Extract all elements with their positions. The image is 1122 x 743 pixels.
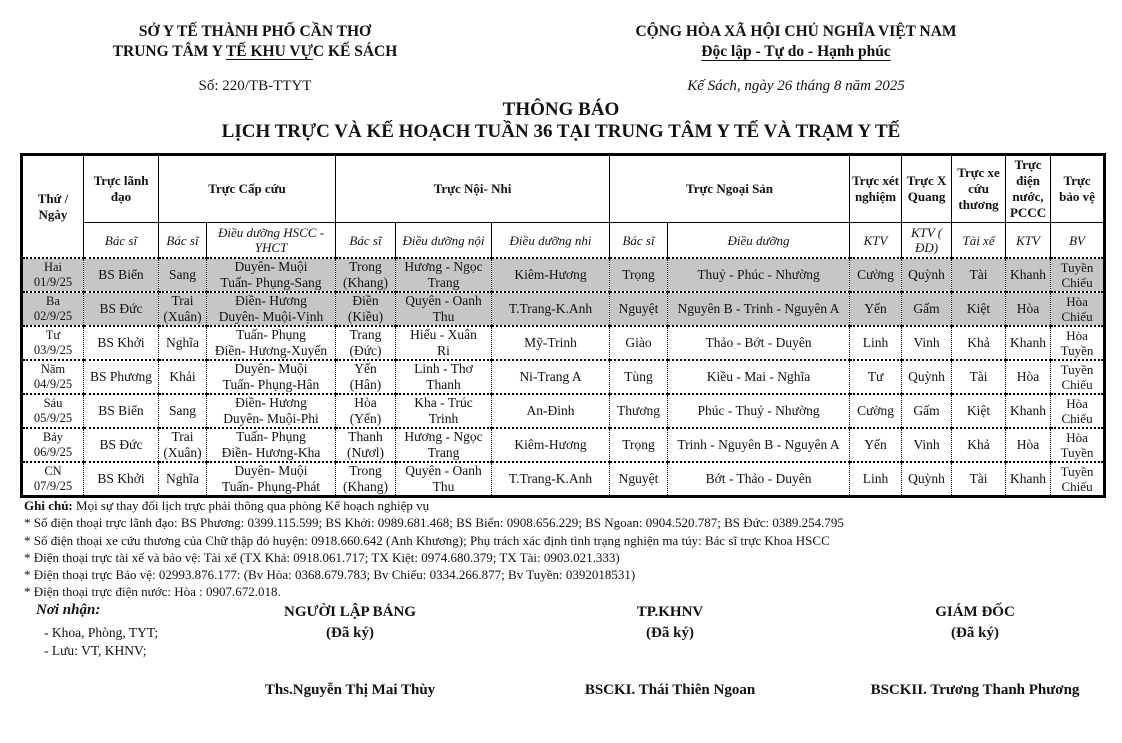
guard-line: Chiếu (1061, 275, 1093, 290)
subheader-guard: BV (1051, 223, 1105, 259)
cell-xray: Gấm (902, 394, 952, 428)
cell-leader: BS Biển (84, 394, 159, 428)
internal-doctor-line: (Khang) (343, 275, 388, 290)
day-name: Năm (40, 362, 66, 376)
cell-leader: BS Khởi (84, 462, 159, 497)
er-nurse-line: Điền- Hương (235, 293, 307, 308)
subheader-lab-tech: KTV (850, 223, 902, 259)
cell-xray: Quỳnh (902, 360, 952, 394)
day-name: Ba (46, 294, 60, 308)
cell-utilities: Hòa (1006, 428, 1051, 462)
note-utilities-phone: * Điện thoại trực điện nước: Hòa : 0907.672.018. (24, 584, 281, 600)
guard-line: Tuyền (1060, 362, 1094, 377)
cell-day (22, 394, 84, 428)
internal-nurse-line: Linh - Thơ (414, 361, 473, 376)
center-name-part: TRUNG TÂM Y (112, 43, 226, 60)
cell-driver: Khả (952, 428, 1006, 462)
cell-lab: Linh (850, 326, 902, 360)
cell-utilities: Hòa (1006, 292, 1051, 326)
cell-utilities: Hòa (1006, 360, 1051, 394)
internal-nurse-line: Hiếu - Xuân (410, 327, 477, 342)
cell-xray: Vinh (902, 326, 952, 360)
guard-line: Hòa (1066, 294, 1088, 309)
cell-day (22, 258, 84, 292)
er-nurse-line: Duyên- Muội (234, 259, 308, 274)
cell-guard (1051, 428, 1105, 462)
internal-nurse-line: Trang (427, 275, 460, 290)
cell-day (22, 326, 84, 360)
cell-day (22, 428, 84, 462)
table-subheader-row (22, 223, 1105, 259)
er-nurse-line: Duyên- Muội (234, 463, 308, 478)
internal-nurse-line: Trang (427, 445, 460, 460)
cell-guard (1051, 394, 1105, 428)
cell-internal-doctor (336, 394, 396, 428)
col-header-day: Thứ / Ngày (22, 155, 84, 259)
cell-day (22, 292, 84, 326)
table-row (22, 428, 1105, 462)
cell-utilities: Khanh (1006, 258, 1051, 292)
note-main (24, 497, 844, 514)
note-guard-phones: * Điện thoại trực Bảo vệ: 02993.876.177: (Bv Hòa: 0368.679.783; Bv Chiếu: 0334.266.877; Bv Tuyền: 0392018531) (24, 567, 636, 583)
cell-surgery-nurse: Kiều - Mai - Nghĩa (668, 360, 850, 394)
cell-er-doctor: Khải (159, 360, 207, 394)
cell-surgery-doctor: Thương (610, 394, 668, 428)
day-name: Hai (43, 260, 63, 274)
cell-day (22, 360, 84, 394)
cell-internal-nurse (396, 326, 492, 360)
cell-pediatric-nurse: T.Trang-K.Anh (492, 292, 610, 326)
cell-lab: Yến (850, 428, 902, 462)
guard-line: Tuyền (1060, 260, 1094, 275)
cell-er-doctor: Sang (159, 258, 207, 292)
note-ambulance-phones: * Số điện thoại xe cứu thương của Chữ thập đỏ huyện: 0918.660.642 (Anh Khương); Phụ trách xác định tình trạng nghiện ma túy: Bác sĩ trực Khoa HSCC (24, 532, 830, 548)
internal-doctor-line: (Đức) (349, 343, 382, 358)
cell-er-nurse (207, 394, 336, 428)
cell-guard (1051, 292, 1105, 326)
guard-line: Tuyền (1060, 343, 1094, 358)
internal-doctor-line: Trong (349, 463, 382, 478)
internal-doctor-line: (Hân) (349, 377, 382, 392)
cell-utilities: Khanh (1006, 394, 1051, 428)
er-nurse-line: Tuấn- Phụng-Phát (221, 479, 321, 494)
cell-lab: Linh (850, 462, 902, 497)
internal-nurse-line: Hương - Ngọc (404, 259, 483, 274)
table-row (22, 258, 1105, 292)
day-name: Tư (45, 328, 61, 342)
subheader-er-doctor: Bác sĩ (159, 223, 207, 259)
signature-status: (Đã ký) (326, 625, 374, 641)
table-row (22, 326, 1105, 360)
cell-leader: BS Phương (84, 360, 159, 394)
cell-day (22, 462, 84, 497)
cell-leader: BS Đức (84, 428, 159, 462)
document-title: LỊCH TRỰC VÀ KẾ HOẠCH TUẦN 36 TẠI TRUNG TÂM Y TẾ VÀ TRẠM Y TẾ (221, 121, 901, 142)
cell-surgery-nurse: Thuỷ - Phúc - Nhường (668, 258, 850, 292)
table-row (22, 394, 1105, 428)
cell-surgery-doctor: Tùng (610, 360, 668, 394)
center-name-part: C KẾ SÁCH (312, 43, 398, 60)
cell-internal-nurse (396, 360, 492, 394)
signature-status: (Đã ký) (951, 625, 999, 641)
er-nurse-line: Tuấn- Phụng-Sang (220, 275, 322, 290)
cell-internal-nurse (396, 428, 492, 462)
cell-pediatric-nurse: Kiêm-Hương (492, 258, 610, 292)
cell-surgery-doctor: Trọng (610, 428, 668, 462)
internal-doctor-line: Trong (349, 259, 382, 274)
internal-doctor-line: (Kiều) (347, 309, 384, 324)
cell-er-nurse (207, 326, 336, 360)
day-date: 07/9/25 (33, 479, 73, 493)
cell-internal-doctor (336, 360, 396, 394)
internal-doctor-line: Yến (354, 361, 377, 376)
subheader-pediatric-nurse: Điều dưỡng nhi (492, 223, 610, 259)
cell-er-doctor: Nghĩa (159, 326, 207, 360)
cell-er-nurse (207, 360, 336, 394)
cell-xray: Gấm (902, 292, 952, 326)
recipient-item: - Lưu: VT, KHNV; (44, 643, 147, 658)
note-driver-phones: * Điện thoại trực tài xế và bảo vệ: Tài xế (TX Khả: 0918.061.717; TX Kiệt: 0974.680.379; TX Tài: 0903.021.333) (24, 549, 620, 565)
cell-driver: Tài (952, 360, 1006, 394)
cell-er-doctor: Nghĩa (159, 462, 207, 497)
guard-line: Hòa (1066, 328, 1088, 343)
cell-er-nurse (207, 258, 336, 292)
cell-xray: Quỳnh (902, 462, 952, 497)
cell-surgery-nurse: Nguyên B - Trinh - Nguyên A (668, 292, 850, 326)
recipients-label: Nơi nhận: (36, 602, 101, 618)
country-name: CỘNG HÒA XÃ HỘI CHỦ NGHĨA VIỆT NAM (635, 23, 957, 40)
cell-pediatric-nurse: T.Trang-K.Anh (492, 462, 610, 497)
er-nurse-line: Duyên- Muội-Vịnh (218, 309, 324, 324)
er-nurse-line: Điền- Hương-Xuyến (214, 343, 328, 358)
cell-xray: Quỳnh (902, 258, 952, 292)
cell-driver: Kiệt (952, 292, 1006, 326)
cell-pediatric-nurse: Ni-Trang A (492, 360, 610, 394)
col-header-emergency: Trực Cấp cứu (159, 155, 336, 223)
subheader-surgery-nurse: Điều dưỡng (668, 223, 850, 259)
cell-er-nurse (207, 428, 336, 462)
guard-line: Hòa (1066, 396, 1088, 411)
day-name: Bảy (42, 430, 64, 444)
cell-internal-doctor (336, 258, 396, 292)
signature-director (855, 602, 1095, 712)
internal-nurse-line: Hương - Ngọc (404, 429, 483, 444)
day-date: 06/9/25 (33, 445, 73, 459)
subheader-utilities-tech: KTV (1006, 223, 1051, 259)
internal-nurse-line: Thu (432, 479, 455, 494)
cell-internal-doctor (336, 292, 396, 326)
cell-er-nurse (207, 462, 336, 497)
signature-role: GIÁM ĐỐC (935, 604, 1015, 620)
issuing-organization (60, 22, 450, 62)
signature-name: BSCKII. Trương Thanh Phương (870, 682, 1080, 698)
issue-date: Kế Sách, ngày 26 tháng 8 năm 2025 (687, 78, 905, 94)
cell-guard (1051, 326, 1105, 360)
day-date: 01/9/25 (33, 275, 73, 289)
guard-line: Chiếu (1061, 479, 1093, 494)
day-date: 05/9/25 (33, 411, 73, 425)
cell-driver: Tài (952, 462, 1006, 497)
guard-line: Chiếu (1061, 377, 1093, 392)
center-name (60, 42, 450, 62)
cell-driver: Kiệt (952, 394, 1006, 428)
cell-surgery-nurse: Trinh - Nguyên B - Nguyên A (668, 428, 850, 462)
internal-nurse-line: Ri (437, 343, 450, 358)
day-date: 04/9/25 (33, 377, 73, 391)
er-nurse-line: Tuấn- Phụng-Hân (222, 377, 320, 392)
table-row (22, 462, 1105, 497)
cell-internal-doctor (336, 462, 396, 497)
er-nurse-line: Điền- Hương-Kha (221, 445, 321, 460)
cell-guard (1051, 360, 1105, 394)
internal-doctor-line: (Nươl) (347, 445, 384, 460)
cell-er-nurse (207, 292, 336, 326)
schedule-body (22, 258, 1105, 497)
col-header-security: Trực bảo vệ (1051, 155, 1105, 223)
cell-xray: Vinh (902, 428, 952, 462)
col-header-xray: Trực X Quang (902, 155, 952, 223)
cell-er-doctor: Trai (Xuân) (159, 292, 207, 326)
day-date: 02/9/25 (33, 309, 73, 323)
cell-lab: Cường (850, 258, 902, 292)
motto-text: Độc lập - Tự do - Hạnh phúc (701, 43, 891, 60)
subheader-driver: Tài xế (952, 223, 1006, 259)
cell-surgery-doctor: Giào (610, 326, 668, 360)
cell-leader: BS Biển (84, 258, 159, 292)
duty-schedule-table (20, 153, 1106, 498)
er-nurse-line: Tuấn- Phụng (236, 429, 306, 444)
cell-guard (1051, 462, 1105, 497)
cell-surgery-nurse: Phúc - Thuỷ - Nhường (668, 394, 850, 428)
cell-driver: Tài (952, 258, 1006, 292)
cell-surgery-nurse: Bớt - Thảo - Duyên (668, 462, 850, 497)
cell-surgery-doctor: Trọng (610, 258, 668, 292)
internal-doctor-line: Trang (349, 327, 382, 342)
cell-surgery-nurse: Thảo - Bớt - Duyên (668, 326, 850, 360)
signature-name: BSCKI. Thái Thiên Ngoan (584, 682, 756, 698)
cell-pediatric-nurse: An-Đinh (492, 394, 610, 428)
note-label: Ghi chú: (24, 498, 73, 513)
cell-internal-doctor (336, 326, 396, 360)
subheader-leader-doctor: Bác sĩ (84, 223, 159, 259)
cell-lab: Tư (850, 360, 902, 394)
subheader-internal-doctor: Bác sĩ (336, 223, 396, 259)
internal-nurse-line: Thanh (426, 377, 461, 392)
guard-line: Tuyền (1060, 464, 1094, 479)
cell-internal-nurse (396, 394, 492, 428)
signature-role: TP.KHNV (636, 604, 704, 620)
internal-doctor-line: (Khang) (343, 479, 388, 494)
internal-doctor-line: Hòa (354, 395, 377, 410)
internal-nurse-line: Quyên - Oanh (405, 463, 482, 478)
day-date: 03/9/25 (33, 343, 73, 357)
guard-line: Chiếu (1061, 309, 1093, 324)
cell-er-doctor: Trai (Xuân) (159, 428, 207, 462)
document-number: Số: 220/TB-TTYT (198, 78, 312, 94)
national-motto (596, 42, 996, 62)
signature-name: Ths.Nguyễn Thị Mai Thùy (264, 682, 436, 698)
cell-er-doctor: Sang (159, 394, 207, 428)
cell-pediatric-nurse: Mỹ-Trinh (492, 326, 610, 360)
subheader-surgery-doctor: Bác sĩ (610, 223, 668, 259)
day-name: CN (44, 464, 62, 478)
col-header-utilities: Trực điện nước, PCCC (1006, 155, 1051, 223)
internal-nurse-line: Quyên - Oanh (405, 293, 482, 308)
col-header-internal-pediatrics: Trực Nội- Nhi (336, 155, 610, 223)
col-header-lab: Trực xét nghiệm (850, 155, 902, 223)
cell-leader: BS Đức (84, 292, 159, 326)
cell-internal-nurse (396, 462, 492, 497)
cell-leader: BS Khởi (84, 326, 159, 360)
er-nurse-line: Tuấn- Phụng (236, 327, 306, 342)
table-group-header-row (22, 155, 1105, 223)
table-row (22, 292, 1105, 326)
cell-utilities: Khanh (1006, 326, 1051, 360)
national-header (596, 22, 996, 62)
internal-doctor-line: Thanh (348, 429, 383, 444)
department-name: SỞ Y TẾ THÀNH PHỐ CẦN THƠ (138, 23, 372, 40)
recipients-list (44, 624, 158, 660)
cell-pediatric-nurse: Kiêm-Hương (492, 428, 610, 462)
recipient-item: - Khoa, Phòng, TYT; (44, 625, 159, 640)
cell-surgery-doctor: Nguyệt (610, 292, 668, 326)
cell-internal-nurse (396, 258, 492, 292)
internal-doctor-line: (Yến) (349, 411, 382, 426)
subheader-internal-nurse: Điều dưỡng nội (396, 223, 492, 259)
cell-guard (1051, 258, 1105, 292)
subheader-er-nurse: Điều dưỡng HSCC - YHCT (207, 223, 336, 259)
center-name-underlined: TẾ KHU VỰ (225, 43, 313, 60)
internal-nurse-line: Thu (432, 309, 455, 324)
er-nurse-line: Duyên- Muội-Phi (223, 411, 319, 426)
cell-internal-nurse (396, 292, 492, 326)
note-leader-phones: * Số điện thoại trực lãnh đạo: BS Phương: 0399.115.599; BS Khởi: 0989.681.468; BS Biển: 0908.656.229; BS Ngoan: 0904.520.787; BS Đức: 0389.254.795 (24, 515, 844, 531)
document-type: THÔNG BÁO (502, 99, 620, 120)
subheader-xray-tech: KTV ( ĐD) (902, 223, 952, 259)
col-header-leader: Trực lãnh đạo (84, 155, 159, 223)
note-main-text: Mọi sự thay đổi lịch trực phải thông qua phòng Kế hoạch nghiệp vụ (72, 498, 430, 513)
cell-driver: Khả (952, 326, 1006, 360)
cell-surgery-doctor: Nguyệt (610, 462, 668, 497)
signature-khnv-head (560, 602, 780, 712)
cell-lab: Cường (850, 394, 902, 428)
day-name: Sáu (43, 396, 63, 410)
signature-status: (Đã ký) (646, 625, 694, 641)
internal-doctor-line: Điền (352, 293, 379, 308)
internal-nurse-line: Trinh (428, 411, 459, 426)
er-nurse-line: Điền- Hương (235, 395, 307, 410)
internal-nurse-line: Kha - Trúc (414, 395, 473, 410)
signature-preparer (250, 602, 450, 712)
table-row (22, 360, 1105, 394)
col-header-ambulance: Trực xe cứu thương (952, 155, 1006, 223)
guard-line: Hòa (1066, 430, 1088, 445)
er-nurse-line: Duyên- Muội (234, 361, 308, 376)
cell-internal-doctor (336, 428, 396, 462)
col-header-surgery-obstetrics: Trực Ngoại Sản (610, 155, 850, 223)
signature-role: NGƯỜI LẬP BẢNG (284, 604, 416, 620)
cell-lab: Yến (850, 292, 902, 326)
guard-line: Tuyền (1060, 445, 1094, 460)
cell-utilities: Khanh (1006, 462, 1051, 497)
guard-line: Chiếu (1061, 411, 1093, 426)
notes-section (24, 497, 844, 601)
